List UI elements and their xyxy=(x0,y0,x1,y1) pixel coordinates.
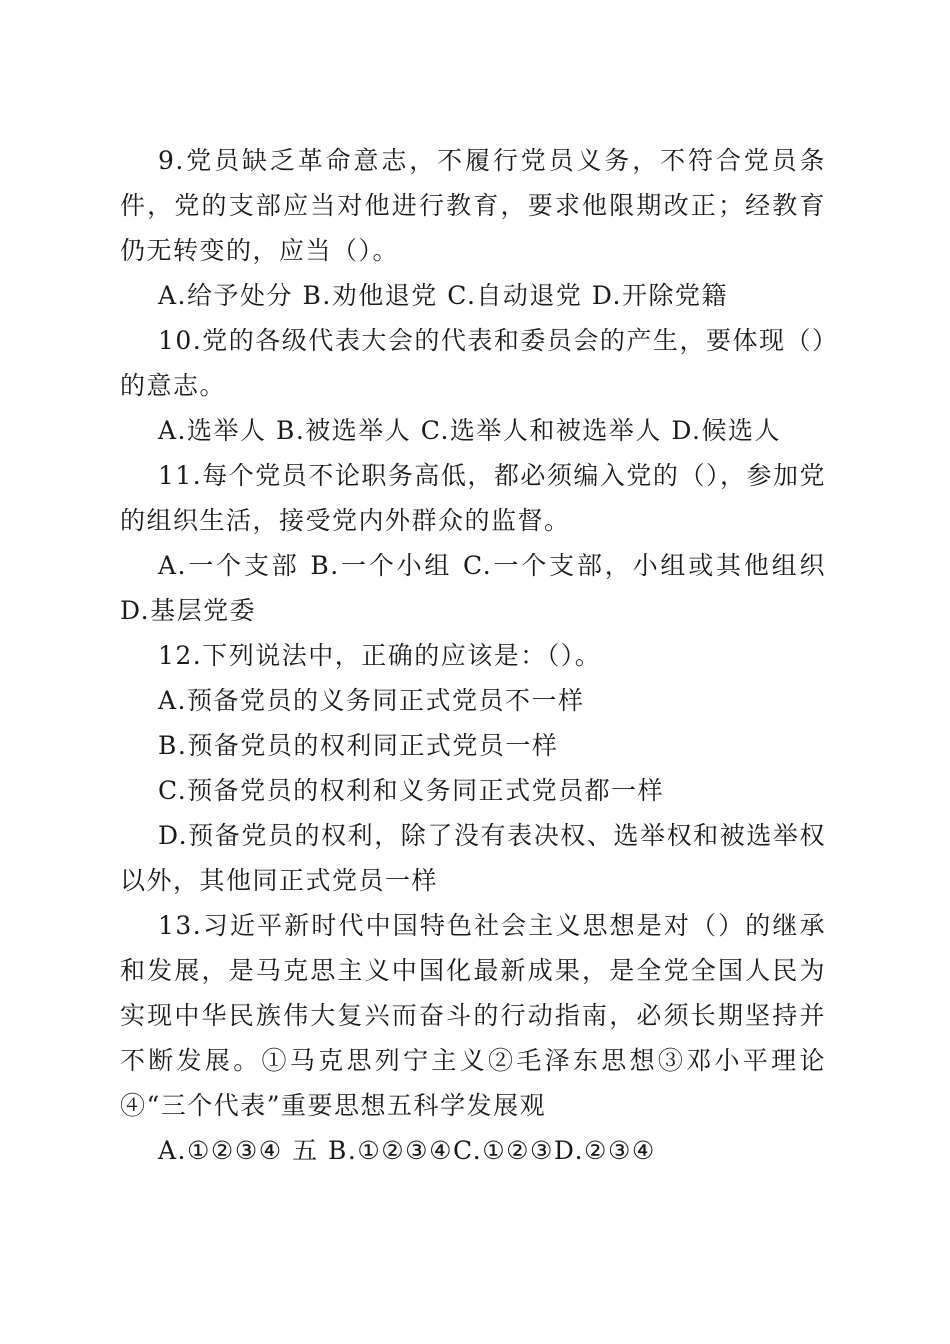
answer-option-b: B.预备党员的权利同正式党员一样 xyxy=(158,731,559,760)
document-body xyxy=(120,138,826,1173)
answer-options: A.一个支部 B.一个小组 C.一个支部，小组或其他组织 D.基层党委 xyxy=(120,551,826,625)
answer-option-c: C.预备党员的权利和义务同正式党员都一样 xyxy=(158,776,665,805)
question-stem: 11.每个党员不论职务高低，都必须编入党的（），参加党的组织生活，接受党内外群众的监督。 xyxy=(120,461,826,535)
question-13 xyxy=(120,903,826,1173)
question-11 xyxy=(120,453,826,633)
answer-options: A.选举人 B.被选举人 C.选举人和被选举人 D.候选人 xyxy=(158,416,781,445)
answer-option-a: A.预备党员的义务同正式党员不一样 xyxy=(158,686,585,715)
question-12 xyxy=(120,633,826,903)
question-stem: 10.党的各级代表大会的代表和委员会的产生，要体现（）的意志。 xyxy=(120,326,826,400)
answer-options: A.给予处分 B.劝他退党 C.自动退党 D.开除党籍 xyxy=(158,281,728,310)
question-stem: 9.党员缺乏革命意志，不履行党员义务，不符合党员条件，党的支部应当对他进行教育，要求他限期改正；经教育仍无转变的，应当（）。 xyxy=(120,146,826,265)
question-stem: 12.下列说法中，正确的应该是：（）。 xyxy=(158,641,602,670)
answer-options: A.①②③④ 五 B.①②③④C.①②③D.②③④ xyxy=(158,1136,656,1165)
question-9 xyxy=(120,138,826,318)
question-10 xyxy=(120,318,826,453)
answer-option-d: D.预备党员的权利，除了没有表决权、选举权和被选举权以外，其他同正式党员一样 xyxy=(120,821,826,895)
question-stem: 13.习近平新时代中国特色社会主义思想是对（）的继承和发展，是马克思主义中国化最新成果，是全党全国人民为实现中华民族伟大复兴而奋斗的行动指南，必须长期坚持并不断发展。①马克思列宁主义②毛泽东思想③邓小平理论④“三个代表”重要思想五科学发展观 xyxy=(120,911,826,1120)
